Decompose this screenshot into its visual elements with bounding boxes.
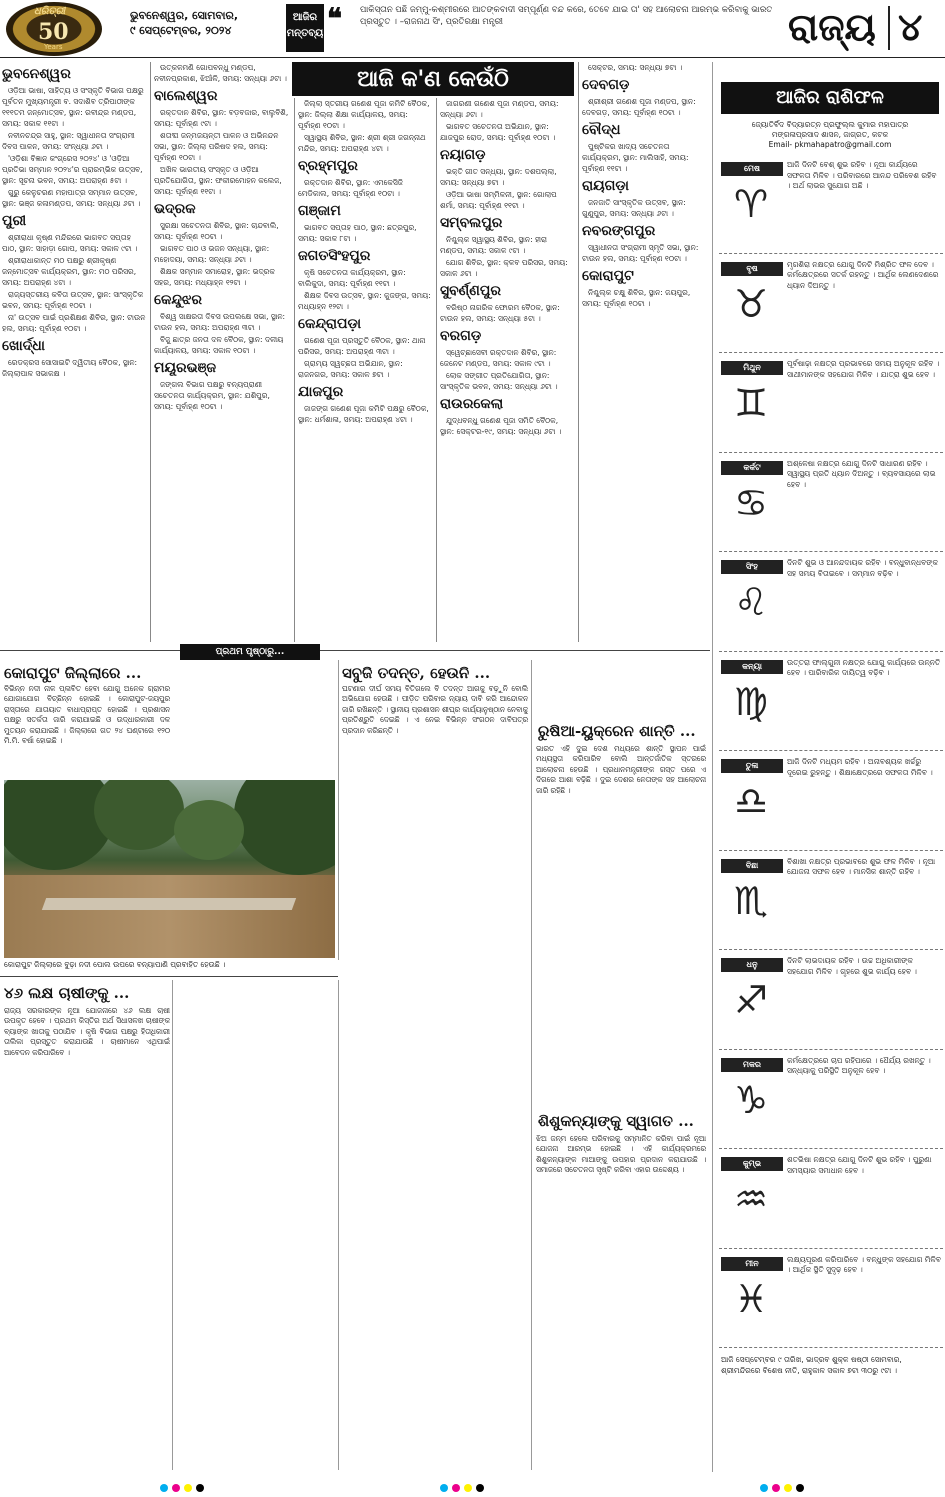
rashiphala-title: ଆଜିର ରାଶିଫଳ [721,82,939,114]
district-heading: ନୟାଗଡ଼ [440,147,486,163]
rashi-prediction: କର୍ମକ୍ଷେତ୍ରରେ ଚାପ ରହିପାରେ । ଧୈର୍ଯ୍ୟ ରଖନ୍ତୁ । ସନ୍ଧ୍ୟାକୁ ପରିସ୍ଥିତି ଅନୁକୂଳ ହେବ । [787,1055,931,1075]
event-item: ଶିକ୍ଷକ ଦିବସ ଉତ୍ସବ, ସ୍ଥାନ: କୁଜଙ୍ଗ, ସମୟ: ମଧ୍ୟାହ୍ନ ୧୨ଟା । [298,291,431,311]
astrologer-email: Email- pkmahapatro@gmail.com [768,140,892,149]
quote-badge-line1: ଆଜିର [292,12,318,23]
rashi-prediction: ଦିନଟି ଲାଭଦାୟକ ରହିବ । ଉଚ୍ଚ ଅଧିକାରୀଙ୍କ ସହଯୋଗ ମିଳିବ । ଗୃହରେ ଶୁଭ କାର୍ଯ୍ୟ ହେବ । [787,956,917,976]
zodiac-icon: ♊ [733,381,769,425]
column-rule [338,660,339,960]
dateline [130,8,238,38]
astrologer-address: ମଙ୍ଗଳାପ୍ରସାଦ ଶାସନ, ଜାଗ୍ରତ, କଟକ [771,130,889,139]
cyan-registration-mark [160,1484,168,1492]
event-item: 'ଓଡ଼ିଶା ବିଜ୍ଞାନ କଂଗ୍ରେସ ୨୦୨୪' ଓ 'ଓଡ଼ିଆ ପ୍ରତିଭା ସମ୍ମାନ ୨୦୨୪'ର ପ୍ରାରମ୍ଭିକ ଉତ୍ସବ, ସ୍ଥାନ: ସୂଚନା ଭବନ, ସମୟ: ଅପରାହ୍ଣ ୫ଟା । [2,154,143,185]
event-item: ରେଡକ୍ରସ ସୋସାଇଟି ଦ୍ୱିତୀୟ ବୈଠକ, ସ୍ଥାନ: ଜିଲ୍ଲାପାଳ ସଭାକକ୍ଷ । [2,358,138,378]
event-item: ଲୋକ ସଙ୍ଗୀତ ପ୍ରତିଯୋଗିତା, ସ୍ଥାନ: ସାଂସ୍କୃତିକ ଭବନ, ସମୟ: ସନ୍ଧ୍ୟା ୬ଟା । [440,371,558,391]
rashi-entry [719,1054,943,1150]
district-heading: ଜଗତସିଂହପୁର [298,248,371,264]
event-item: ରକ୍ତଦାନ ଶିବିର, ସ୍ଥାନ: ଏମକେସିଜି ମେଡିକାଲ, ସମୟ: ପୂର୍ବାହ୍ଣ ୧୦ଟା । [298,178,403,198]
event-item: ଯୋଗ ଶିବିର, ସ୍ଥାନ: କ୍ଳବ ପରିସର, ସମୟ: ସକାଳ ୬ଟା । [440,258,568,278]
district-heading: ଭଦ୍ରକ [154,201,196,217]
event-item: ସେକ୍ଟର, ସମୟ: ସନ୍ଧ୍ୟା ୭ଟା । [588,63,683,72]
quote-mark-icon: ❝ [327,2,343,35]
rashi-name: ମୀନ [721,1257,783,1271]
rashi-name: ମିଥୁନ [721,361,783,375]
event-item: ଶ୍ରୀଶ୍ରୀ ଗଣେଶ ପୂଜା ମଣ୍ଡପ, ସ୍ଥାନ: ଦେବଗଡ଼, ସମୟ: ପୂର୍ବାହ୍ଣ ୧୦ଟା । [582,97,696,117]
story-body-koraput-cont [176,664,336,776]
magenta-registration-mark [172,1484,180,1492]
rashi-divider [719,1248,943,1249]
event-item: ଜାଗରଣୀ ଗଣେଶ ପୂଜା ମଣ୍ଡପ, ସମୟ: ସନ୍ଧ୍ୟା ୬ଟା । [440,99,559,119]
district-heading: ନବରଙ୍ଗପୁର [582,223,656,239]
rashi-divider [719,1049,943,1050]
zodiac-icon: ♎ [733,779,769,823]
rashi-prediction: ଆଜି ଦିନଟି ବେଶ୍ ଶୁଭ ରହିବ । ନୂଆ କାର୍ଯ୍ୟରେ ସଫଳତା ମିଳିବ । ପରିବାରରେ ଆନନ୍ଦ ପରିବେଶ ରହିବ । ଅର୍ଥ ଲାଭର ସୁଯୋଗ ଅଛି । [787,160,937,190]
zodiac-icon: ♏ [733,878,769,923]
district-heading: ବୌଦ୍ଧ [582,122,621,138]
district-heading: ପୁରୀ [2,213,27,229]
event-item: ପୁଷ୍ଟିକର ଖାଦ୍ୟ ସଚେତନତା କାର୍ଯ୍ୟକ୍ରମ, ସ୍ଥାନ: ମାଲିସାହି, ସମୟ: ପୂର୍ବାହ୍ଣ ୧୧ଟା । [582,142,689,173]
event-item: ନିଶ୍ଚୁଲ୍କ ସ୍ୱାସ୍ଥ୍ୟ ଶିବିର, ସ୍ଥାନ: ହୀରା ମଣ୍ଡପ, ସମୟ: ସକାଳ ୯ଟା । [440,235,547,255]
event-item: ଉତ୍କଳମଣି ଗୋପବନ୍ଧୁ ମଣ୍ଡପ, ନବୀନପ୍ରକାଶ, ଝିଆଁଳି, ସମୟ: ସନ୍ଧ୍ୟା ୬ଟା । [154,63,287,83]
district-heading: ଗଞ୍ଜାମ [298,203,341,219]
rashi-name: ମକର [721,1058,783,1072]
events-listing [0,62,710,642]
rashi-name: କର୍କଟ [721,461,783,475]
event-item: ନିଶ୍ଚୁଲ୍କ ଚକ୍ଷୁ ଶିବିର, ସ୍ଥାନ: ଜୟପୁର, ସମୟ: ପୂର୍ବାହ୍ଣ ୧୦ଟା । [582,288,691,308]
rashi-entry [719,556,943,652]
cyan-registration-mark [760,1484,768,1492]
zodiac-icon: ♓ [733,1276,769,1321]
event-item: ଭାଗବତ ସପ୍ତାହ ପାଠ, ସ୍ଥାନ: ଛତ୍ରପୁର, ସମୟ: ସକାଳ ୮ଟା । [298,223,417,243]
rashi-name: ଧନୁ [721,958,783,972]
rashi-name: ତୁଳା [721,759,783,773]
column-rule [338,980,339,1470]
logo-brand: ଧରିତ୍ରୀ [34,6,66,17]
rashi-divider [719,651,943,652]
photo-caption: କୋରାପୁଟ ଜିଲ୍ଲାରେ ବୁଢ଼ା ନଦୀ ପୋଲ ଉପରେ ବନ୍ୟାପାଣି ପ୍ରବାହିତ ହେଉଛି । [4,960,226,969]
event-item: ସ୍ୱେଚ୍ଛାସେବୀ ରକ୍ତଦାନ ଶିବିର, ସ୍ଥାନ: ଜେନେଟ ମଣ୍ଡପ, ସମୟ: ସକାଳ ୯ଟା । [440,348,557,368]
black-registration-mark [476,1484,484,1492]
column-rule [531,660,532,1470]
front-page-continued-label: ପ୍ରଥମ ପୃଷ୍ଠାରୁ... [180,644,320,660]
quote-text: ପାକିସ୍ତାନ ପଛି ଜମ୍ମୁ-କଶ୍ମୀରରେ ଆତଙ୍କବାଦୀ ସମ୍ପୂର୍ଣ୍ଣ ବନ୍ଦ କରେ, ତେବେ ଯାଇ ତା' ସହ ଆଲୋଚନା ଆରମ୍ଭ କରିବାକୁ ଭାରତ ପ୍ରସ୍ତୁତ । –ରାଜନାଥ ସିଂ, ପ୍ରତିରକ୍ଷା ମନ୍ତ୍ରୀ [360,5,773,27]
rashi-entry [719,1153,943,1249]
rashi-divider [719,750,943,751]
yellow-registration-mark [464,1484,472,1492]
district-heading: ମୟୂରଭଞ୍ଜ [154,360,217,376]
story-body-tadanta: ଘଟଣାର ଦୀର୍ଘ ସମୟ ବିତିଗଲେ ବି ତଦନ୍ତ ଆଗକୁ ବଢ଼ୁନି ବୋଲି ଅଭିଯୋଗ ହେଉଛି । ପୀଡ଼ିତ ପରିବାର ନ୍ୟାୟ ଦାବି କରି ଆନ୍ଦୋଳନ ଜାରି ରଖିଛନ୍ତି । ସ୍ଥାନୀୟ ପ୍ରଶାସନ ଶୀଘ୍ର କାର୍ଯ୍ୟାନୁଷ୍ଠାନ ନେବାକୁ ପ୍ରତିଶ୍ରୁତି ଦେଇଛି । ଏ ନେଇ ବିଭିନ୍ନ ସଂଗଠନ ଦାବିପତ୍ର ପ୍ରଦାନ କରିଛନ୍ତି । [342,684,528,735]
anniversary-sub: Years [44,43,63,51]
dateline-date: ୯ ସେପ୍ଟେମ୍ବର, ୨୦୨୪ [130,24,232,37]
zodiac-icon: ♐ [733,978,769,1022]
rashi-divider [719,1347,943,1348]
rashi-name: କୁମ୍ଭ [721,1157,783,1171]
district-heading: ସମ୍ବଲପୁର [440,215,503,231]
quote-badge [286,4,324,52]
rashi-entry [719,357,943,453]
yellow-registration-mark [184,1484,192,1492]
rashi-prediction: ଅଶ୍ଳେଷା ନକ୍ଷତ୍ର ଯୋଗୁ ଦିନଟି ସାଧାରଣ ରହିବ । ସ୍ୱାସ୍ଥ୍ୟ ପ୍ରତି ଧ୍ୟାନ ଦିଅନ୍ତୁ । ବ୍ୟବସାୟରେ ଲାଭ ହେବ । [787,458,936,489]
story-body-koraput: ବିଭିନ୍ନ ନଦୀ ନାଳ ପ୍ଳାବିତ ହେବା ଯୋଗୁ ଅନେକ ଗ୍ରାମର ଯୋଗାଯୋଗ ବିଚ୍ଛିନ୍ନ ହୋଇଛି । କୋରାପୁଟ-ଜୟପୁର ରାସ୍ତାରେ ଯାତାୟାତ ବାଧାପ୍ରାପ୍ତ ହୋଇଛି । ପ୍ରଶାସନ ପକ୍ଷରୁ ସତର୍କତା ଜାରି କରାଯାଇଛି ଓ ଉଦ୍ଧାରକାରୀ ଦଳ ମୁତୟନ କରାଯାଇଛି । ଜିଲ୍ଲାରେ ଗତ ୨୪ ଘଣ୍ଟାରେ ୧୨୦ ମି.ମି. ବର୍ଷା ହୋଇଛି । [4,684,170,746]
events-title: ଆଜି କ'ଣ କେଉଁଠି [292,62,574,96]
anniversary-number: 50 [38,19,69,45]
event-item: ଶ୍ରୀରାଧା କୃଷ୍ଣ ମନ୍ଦିରରେ ଭାଗବତ ସପ୍ତାହ ପାଠ, ସ୍ଥାନ: ସାହାଡ଼ା ଗୋପ, ସମୟ: ସକାଳ ୯ଟା । [2,233,138,253]
rashi-entry [719,158,943,254]
rashi-entry [719,258,943,354]
events-column-3 [294,98,434,642]
black-registration-mark [796,1484,804,1492]
newspaper-logo [4,2,112,56]
event-item: ଯୁଦ୍ଧବନ୍ଧୁ ଗଣେଶ ପୂଜା ସମିତି ବୈଠକ, ସ୍ଥାନ: ସେକ୍ଟର-୧୯, ସମୟ: ସନ୍ଧ୍ୟା ୬ଟା । [440,416,562,436]
print-registration-bar [0,1478,945,1497]
panjika-note: ଆଜି ସେପ୍ଟେମ୍ବର ୯ ତାରିଖ, ଭାଦ୍ରବ ଶୁକ୍ଳ ଷଷ୍ଠୀ ସୋମବାର, ଶ୍ରୀମନ୍ଦିରରେ ବିଶେଷ ନୀତି, ରାହୁକାଳ ସକାଳ ୭ଟା ୩୦ରୁ ୯ଟା । [721,1355,902,1375]
column-rule [172,980,173,1470]
story-body-tadanta-cont [342,1030,528,1470]
event-item: ଭାଗବତ ପାଠ ଓ ଭଜନ ସନ୍ଧ୍ୟା, ସ୍ଥାନ: ମହୋଦୟା, ସମୟ: ସନ୍ଧ୍ୟା ୬ଟା । [154,244,270,264]
zodiac-icon: ♈ [733,182,769,226]
event-item: ରକ୍ତଦାନ ଶିବିର, ସ୍ଥାନ: ବଡ଼ବଜାର, ବାଲୁବିଶି, ସମୟ: ପୂର୍ବାହ୍ଣ ୯ଟା । [154,108,289,128]
section-divider [888,6,890,50]
rashi-entry [719,1253,943,1349]
rashi-prediction: ଦିନଟି ଶୁଭ ଓ ଆନନ୍ଦଦାୟକ ରହିବ । ବନ୍ଧୁବାନ୍ଧବଙ୍କ ସହ ସମୟ ବିତାଇବେ । ସମ୍ମାନ ବଢ଼ିବ । [787,558,939,578]
event-item: ସ୍ୱାସ୍ଥ୍ୟ ଶିବିର, ସ୍ଥାନ: ଶ୍ରୀ ଶ୍ରୀ ଜଗନ୍ନାଥ ମନ୍ଦିର, ସମୟ: ଅପରାହ୍ଣ ୪ଟା । [298,133,426,153]
rashi-prediction: ମୃଗଶିରା ନକ୍ଷତ୍ର ଯୋଗୁ ଦିନଟି ମିଶ୍ରିତ ଫଳ ଦେବ । କର୍ମକ୍ଷେତ୍ରରେ ସତର୍କ ରହନ୍ତୁ । ଆର୍ଥିକ ଲେଣଦେଣରେ ଧ୍ୟାନ ଦିଅନ୍ତୁ । [787,259,939,290]
rashi-divider [719,452,943,453]
rashi-name: ବୃଷ [721,262,783,276]
rashi-divider [719,949,943,950]
story-headline-tadanta: ସବୁଜି ତଦନ୍ତ, ହେଉନି ... [342,664,491,682]
events-column-2 [150,62,292,642]
district-heading: କେନ୍ଦ୍ରାପଡ଼ା [298,316,362,332]
story-headline-shishukanya: ଶିଶୁକନ୍ୟାଙ୍କୁ ସ୍ୱାଗତ ... [538,1112,694,1130]
event-item: ଗୁରୁ କେଳୁଚରଣ ମହାପାତ୍ର ସମ୍ମାନ ଉତ୍ସବ, ସ୍ଥାନ: ଭଞ୍ଜ କଳାମଣ୍ଡପ, ସମୟ: ସନ୍ଧ୍ୟା ୬ଟା । [2,188,141,208]
event-item: ଜିଲ୍ଲା ସ୍ତରୀୟ ଗଣେଶ ପୂଜା କମିଟି ବୈଠକ, ସ୍ଥାନ: ଜିଲ୍ଲା ଶିକ୍ଷା କାର୍ଯ୍ୟାଳୟ, ସମୟ: ପୂର୍ବାହ୍ଣ ୧୦ଟା । [298,99,430,130]
story-body-farmers: ରାଜ୍ୟ ସରକାରଙ୍କ ନୂଆ ଯୋଜନାରେ ୪୬ ଲକ୍ଷ ଚାଷୀ ଉପକୃତ ହେବେ । ପ୍ରଥମ କିସ୍ତିର ଅର୍ଥ ସିଧାସଳଖ ଚାଷୀଙ୍କ ବ୍ୟାଙ୍କ ଖାତାକୁ ପଠାଯିବ । କୃଷି ବିଭାଗ ପକ୍ଷରୁ ହିତାଧିକାରୀ ତାଲିକା ପ୍ରସ୍ତୁତ କରାଯାଉଛି । ଚାଷୀମାନେ ଏଥିପାଇଁ ଆବେଦନ କରିପାରିବେ । [4,1006,170,1057]
rashi-entry [719,755,943,851]
rashiphala-column [712,62,945,1472]
zodiac-icon: ♍ [733,679,769,724]
event-item: ଜାଜଙ୍ଗ ଗଣେଶ ପୂଜା କମିଟି ପକ୍ଷରୁ ବୈଠକ, ସ୍ଥାନ: ଧର୍ମଶାଳା, ସମୟ: ଅପରାହ୍ଣ ୪ଟା । [298,404,429,424]
district-heading: ବ୍ରହ୍ମପୁର [298,158,358,174]
rashi-entry [719,457,943,553]
story-headline-russia-ukraine: ରୁଷିଆ-ୟୁକ୍ରେନ ଶାନ୍ତି ... [538,722,696,740]
event-item: ବିଜୁ ଛାତ୍ର ଜନତା ଦଳ ବୈଠକ, ସ୍ଥାନ: ଦଳୀୟ କାର୍ଯ୍ୟାଳୟ, ସମୟ: ସକାଳ ୧୦ଟା । [154,335,284,355]
zodiac-icon: ♉ [733,281,769,326]
black-registration-mark [196,1484,204,1492]
events-column-4 [436,98,576,642]
district-heading: ଦେବଗଡ଼ [582,77,630,93]
event-item: ଗଣେଶ ପୂଜା ପ୍ରସ୍ତୁତି ବୈଠକ, ସ୍ଥାନ: ଥାନା ପରିସର, ସମୟ: ଅପରାହ୍ଣ ୩ଟା । [298,336,426,356]
rashi-name: ମେଷ [721,162,783,176]
event-item: ଶତାବ୍ଦୀ ଜନ୍ମଜୟନ୍ତୀ ପାଳନ ଓ ଅଭିନନ୍ଦନ ସଭା, ସ୍ଥାନ: ଜିଲ୍ଲା ପରିଷଦ ହଲ, ସମୟ: ପୂର୍ବାହ୍ଣ ୧୦ଟା । [154,131,279,162]
rashi-divider [719,551,943,552]
astrologer-name: ଜ୍ୟୋତିର୍ବିଦ ବିଦ୍ୟାରତ୍ନ ପ୍ରଫୁଲ୍ଲ କୁମାର ମହାପାତ୍ର [751,120,909,129]
event-item: ବରିଷ୍ଠ ନାଗରିକ ଫୋରମ ବୈଠକ, ସ୍ଥାନ: ଟାଉନ ହଲ, ସମୟ: ସନ୍ଧ୍ୟା ୫ଟା । [440,303,560,323]
event-item: ଶିକ୍ଷକ ସମ୍ମାନ ସମାରୋହ, ସ୍ଥାନ: ଭଦ୍ରକ ସହର, ସମୟ: ମଧ୍ୟାହ୍ନ ୧୨ଟା । [154,267,275,287]
cyan-registration-mark [440,1484,448,1492]
section-rule [0,650,710,651]
page-number: ୪ [898,4,923,49]
event-item: ଭାଗବତ ସଚେତନତା ଅଭିଯାନ, ସ୍ଥାନ: ଯାଜପୁର ରୋଡ, ସମୟ: ପୂର୍ବାହ୍ଣ ୧୦ଟା । [440,122,556,142]
event-item: ଶ୍ରୀରାଧାକାନ୍ତ ମଠ ପକ୍ଷରୁ ଶ୍ରୀକୃଷ୍ଣ ଜନ୍ମୋତ୍ସବ କାର୍ଯ୍ୟକ୍ରମ, ସ୍ଥାନ: ମଠ ପରିସର, ସମୟ: ଅପରାହ୍ଣ ୪ଟା । [2,256,137,287]
event-item: ବିଶ୍ୱ ସାକ୍ଷରତା ଦିବସ ଉପଲକ୍ଷେ ସଭା, ସ୍ଥାନ: ଟାଉନ ହଲ, ସମୟ: ଅପରାହ୍ଣ ୩ଟା । [154,312,286,332]
rashi-prediction: ବିଶାଖା ନକ୍ଷତ୍ର ପ୍ରଭାବରେ ଶୁଭ ଫଳ ମିଳିବ । ନୂଆ ଯୋଜନା ସଫଳ ହେବ । ମାନସିକ ଶାନ୍ତି ରହିବ । [787,856,936,876]
rashi-entry [719,855,943,951]
rashi-divider [719,1148,943,1149]
story-body-farmers-cont [176,980,336,1470]
event-item: ଜନଜାତି ସାଂସ୍କୃତିକ ଉତ୍ସବ, ସ୍ଥାନ: ଗୁଣୁପୁର, ସମୟ: ସନ୍ଧ୍ୟା ୬ଟା । [582,198,686,218]
event-item: ଭକ୍ତି ଗୀତ ସନ୍ଧ୍ୟା, ସ୍ଥାନ: ଦଶପଲ୍ଲା, ସମୟ: ସନ୍ଧ୍ୟା ୭ଟା । [440,167,557,187]
zodiac-icon: ♌ [733,580,769,624]
zodiac-icon: ♒ [733,1177,769,1221]
events-column-5 [578,62,710,642]
district-heading: କୋରାପୁଟ [582,268,634,284]
story-headline-koraput: କୋରାପୁଟ ଜିଲ୍ଲାରେ ... [4,664,142,682]
zodiac-icon: ♋ [733,480,769,525]
rashiphala-byline [721,120,939,150]
rashi-divider [719,352,943,353]
event-item: ରାଜ୍ୟସ୍ତରୀୟ କବିତା ଉତ୍ସବ, ସ୍ଥାନ: ସାଂସ୍କୃତିକ ଭବନ, ସମୟ: ପୂର୍ବାହ୍ଣ ୧୦ଟା । [2,290,144,310]
event-item: ସୁରକ୍ଷା ସଚେତନତା ଶିବିର, ସ୍ଥାନ: ଚାନ୍ଦବାଲି, ସମୟ: ପୂର୍ବାହ୍ଣ ୧୦ଟା । [154,221,279,241]
rashi-prediction: ଉତ୍ତରା ଫାଲ୍ଗୁନୀ ନକ୍ଷତ୍ର ଯୋଗୁ କାର୍ଯ୍ୟରେ ଉନ୍ନତି ହେବ । ପାରିବାରିକ ଦାୟିତ୍ୱ ବଢ଼ିବ । [787,657,941,677]
rashi-name: ବିଛା [721,859,783,873]
event-item: ଜଙ୍ଗଲ ବିଭାଗ ପକ୍ଷରୁ ବନ୍ୟପ୍ରାଣୀ ସଚେତନତା କାର୍ଯ୍ୟକ୍ରମ, ସ୍ଥାନ: ଯଶିପୁର, ସମୟ: ପୂର୍ବାହ୍ଣ ୧୦ଟା । [154,380,270,411]
story-body-russia-ukraine: ଭାରତ ଏହି ଦୁଇ ଦେଶ ମଧ୍ୟରେ ଶାନ୍ତି ସ୍ଥାପନ ପାଇଁ ମଧ୍ୟସ୍ଥତା କରିପାରିବ ବୋଲି ଆନ୍ତର୍ଜାତିକ ସ୍ତରରେ ଆଲୋଚନା ହେଉଛି । ପ୍ରଧାନମନ୍ତ୍ରୀଙ୍କ ଗସ୍ତ ପରେ ଏ ଦିଗରେ ଆଶା ବଢ଼ିଛି । ଦୁଇ ଦେଶର ନେତାଙ୍କ ସହ ଆଲୋଚନା ଜାରି ରହିଛି । [536,744,706,795]
dateline-place-day: ଭୁବନେଶ୍ୱର, ସୋମବାର, [130,9,239,22]
rashi-divider [719,850,943,851]
district-heading: କେନ୍ଦୁଝର [154,292,203,308]
zodiac-icon: ♑ [733,1077,769,1122]
section-name: ରାଜ୍ୟ [788,4,876,49]
rashi-prediction: ଲକ୍ଷ୍ୟପୂରଣ କରିପାରିବେ । ବନ୍ଧୁଙ୍କ ସହଯୋଗ ମିଳିବ । ଆର୍ଥିକ ସ୍ଥିତି ସୁଦୃଢ଼ ହେବ । [787,1254,941,1274]
events-column-1 [2,62,148,642]
rashi-prediction: ଶତଭିଷା ନକ୍ଷତ୍ର ଯୋଗୁ ଦିନଟି ଶୁଭ ରହିବ । ପୁରୁଣା ସମସ୍ୟାର ସମାଧାନ ହେବ । [787,1155,932,1175]
rashi-prediction: ପୂର୍ବଷାଢ଼ା ନକ୍ଷତ୍ର ପ୍ରଭାବରେ ସମୟ ଅନୁକୂଳ ରହିବ । ସାଥୀମାନଙ୍କ ସହଯୋଗ ମିଳିବ । ଯାତ୍ରା ଶୁଭ ହେବ । [787,359,940,379]
district-heading: ରାୟଗଡ଼ା [582,178,629,194]
story-rule [0,976,338,977]
flood-photo [4,780,335,958]
event-item: ସ୍ୱାଧୀନତା ସଂଗ୍ରାମୀ ସ୍ମୃତି ସଭା, ସ୍ଥାନ: ଟାଉନ ହଲ, ସମୟ: ପୂର୍ବାହ୍ଣ ୧୦ଟା । [582,243,699,263]
event-item: କୃଷି ସଚେତନତା କାର୍ଯ୍ୟକ୍ରମ, ସ୍ଥାନ: ବାଲିକୁଦା, ସମୟ: ପୂର୍ବାହ୍ଣ ୧୧ଟା । [298,268,406,288]
district-heading: ରାଉରକେଲା [440,396,504,412]
magenta-registration-mark [772,1484,780,1492]
district-heading: ଖୋର୍ଦ୍ଧା [2,338,45,354]
magenta-registration-mark [452,1484,460,1492]
district-heading: ବରଗଡ଼ [440,328,482,344]
rashi-divider [719,253,943,254]
rashi-name: କନ୍ୟା [721,660,783,674]
rashi-entry [719,656,943,752]
event-item: ଗ୍ରାମ୍ୟ ସ୍ୱଚ୍ଛତା ଅଭିଯାନ, ସ୍ଥାନ: ରାଜନଗର, ସମୟ: ସକାଳ ୭ଟା । [298,359,403,379]
rashi-entry [719,954,943,1050]
event-item: ଅଖିଳ ଭାରତୀୟ ସଂସ୍କୃତ ଓ ଓଡ଼ିଆ ପ୍ରତିଯୋଗିତା, ସ୍ଥାନ: ଫକୀରମୋହନ କଲେଜ, ସମୟ: ପୂର୍ବାହ୍ଣ ୧୧ଟା । [154,165,282,196]
quote-badge-line2: ମନ୍ତବ୍ୟ [286,28,324,39]
district-heading: ସୁବର୍ଣ୍ଣପୁର [440,283,501,299]
rashi-name: ସିଂହ [721,560,783,574]
event-item: ଓଡ଼ିଆ ଭାଷା, ସାହିତ୍ୟ ଓ ସଂସ୍କୃତି ବିଭାଗ ପକ୍ଷରୁ ପୂର୍ବତନ ମୁଖ୍ୟମନ୍ତ୍ରୀ ବ. ସଦାଶିବ ତ୍ରିପାଠୀଙ୍କ ୧୧୧ତମ ଜନ୍ମୋତ୍ସବ, ସ୍ଥାନ: ରବୀନ୍ଦ୍ର ମଣ୍ଡପ, ସମୟ: ସକାଳ ୧୧ଟା । [2,86,144,128]
story-body-shishukanya: ଝିଅ ଜନ୍ମ ହେଲେ ପରିବାରକୁ ସମ୍ମାନିତ କରିବା ପାଇଁ ନୂଆ ଯୋଜନା ଆରମ୍ଭ ହୋଇଛି । ଏହି କାର୍ଯ୍ୟକ୍ରମରେ ଶିଶୁକନ୍ୟାଙ୍କ ମାଆଙ୍କୁ ଉପହାର ପ୍ରଦାନ କରାଯାଉଛି । ସମାଜରେ ସଚେତନତା ସୃଷ୍ଟି କରିବା ଏହାର ଉଦ୍ଦେଶ୍ୟ । [536,1134,706,1175]
event-item: ଓଡ଼ିଆ ଭାଷା ସମ୍ମିଳନୀ, ସ୍ଥାନ: ଗୋଲାପ ଶର୍ମା, ସମୟ: ପୂର୍ବାହ୍ଣ ୧୧ଟା । [440,190,557,210]
district-heading: ଭୁବନେଶ୍ୱର [2,66,71,82]
masthead [0,0,945,58]
rashi-prediction: ଆଜି ଦିନଟି ମଧ୍ୟମ ରହିବ । ଅନାବଶ୍ୟକ ଖର୍ଚ୍ଚରୁ ଦୂରେଇ ରୁହନ୍ତୁ । ଶିକ୍ଷାକ୍ଷେତ୍ରରେ ସଫଳତା ମିଳିବ । [787,757,933,777]
district-heading: ଯାଜପୁର [298,384,344,400]
event-item: ନବୀନଚନ୍ଦ୍ର ସାହୁ, ସ୍ଥାନ: ସ୍ୱାଧୀନତା ସଂଗ୍ରାମୀ ଦିବସ ପାଳନ, ସମୟ: ସଂନ୍ଧ୍ୟା ୬ଟା । [2,131,135,151]
yellow-registration-mark [784,1484,792,1492]
story-headline-farmers: ୪୬ ଲକ୍ଷ ଚାଷୀଙ୍କୁ ... [4,984,130,1002]
event-item: ନା' ଉତ୍ସବ ପାଇଁ ପ୍ରଶିକ୍ଷଣ ଶିବିର, ସ୍ଥାନ: ଟାଉନ ହଲ, ସମୟ: ପୂର୍ବାହ୍ଣ ୧୦ଟା । [2,313,146,333]
district-heading: ବାଲେଶ୍ୱର [154,88,218,104]
